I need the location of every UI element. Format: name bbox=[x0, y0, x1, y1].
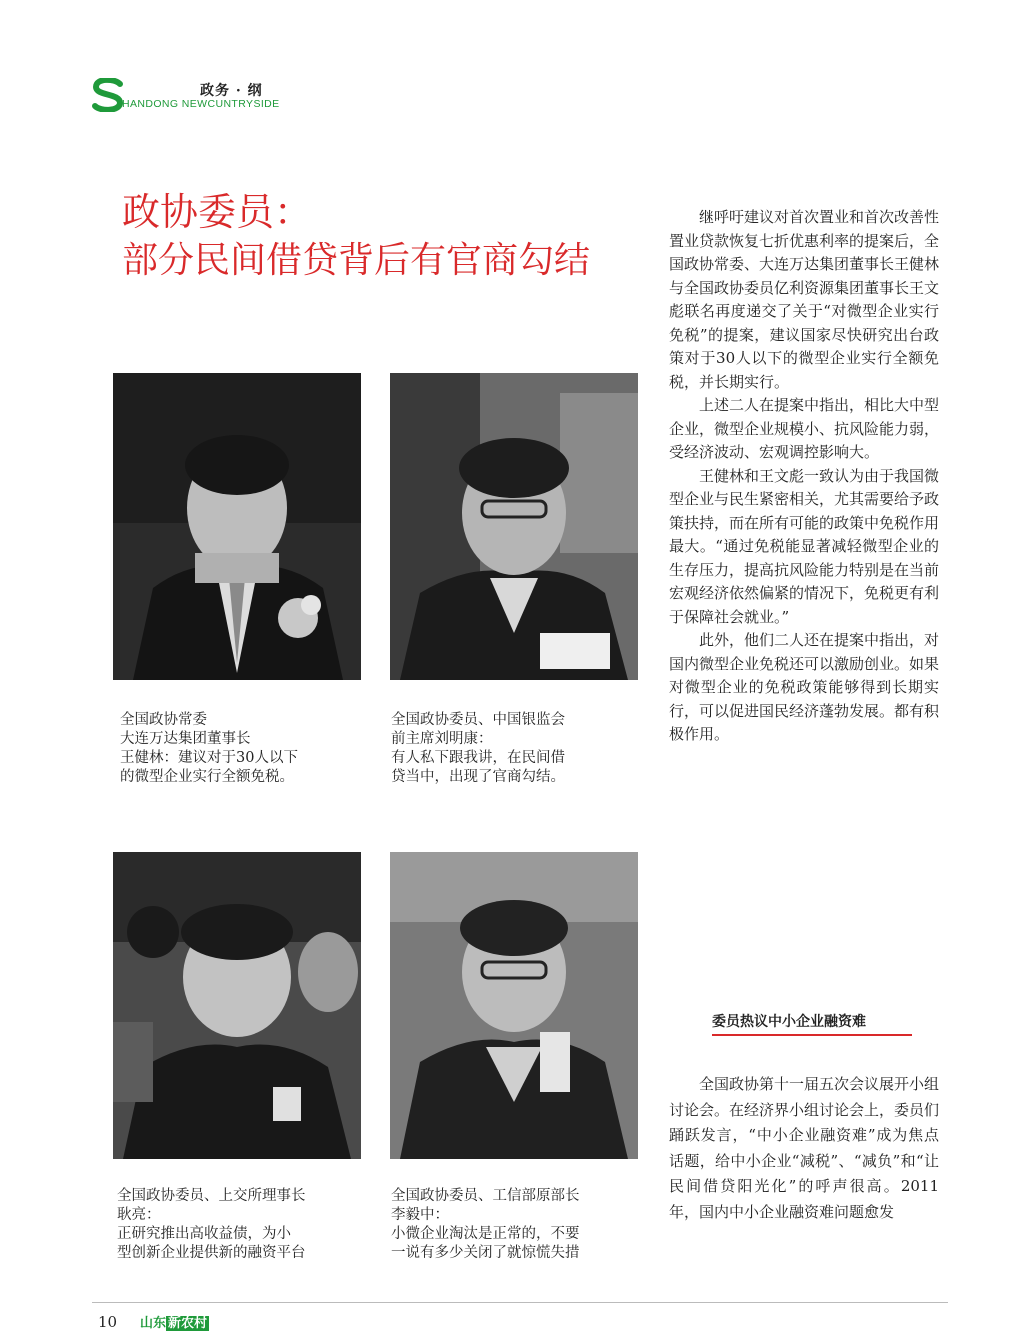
footer-brand-prefix: 山东 bbox=[140, 1316, 167, 1331]
photo-liu-mingkang bbox=[390, 373, 638, 680]
photo-wang-jianlin bbox=[113, 373, 361, 680]
headline bbox=[122, 188, 590, 286]
caption-line: 全国政协常委 bbox=[120, 712, 207, 728]
caption-line: 前主席刘明康： bbox=[391, 731, 493, 747]
article-subhead: 委员热议中小企业融资难 bbox=[712, 1014, 866, 1030]
subhead-underline bbox=[712, 1034, 912, 1036]
caption-line: 李毅中： bbox=[391, 1207, 449, 1223]
brand-subtitle: HANDONG NEWCUNTRYSIDE bbox=[122, 98, 280, 110]
article-paragraph: 上述二人在提案中指出，相比大中型企业，微型企业规模小、抗风险能力弱，受经济波动、宏观调控影响大。 bbox=[669, 396, 940, 461]
caption-4 bbox=[391, 1187, 580, 1263]
caption-line: 耿亮： bbox=[117, 1207, 161, 1223]
footer-divider bbox=[92, 1302, 948, 1303]
caption-3 bbox=[117, 1187, 306, 1263]
caption-line: 全国政协委员、工信部原部长 bbox=[391, 1188, 580, 1204]
footer-brand-boxed: 新农村 bbox=[168, 1316, 208, 1331]
caption-line: 全国政协委员、上交所理事长 bbox=[117, 1188, 306, 1204]
headline-line2: 部分民间借贷背后有官商勾结 bbox=[122, 240, 591, 281]
caption-line: 一说有多少关闭了就惊慌失措 bbox=[391, 1245, 580, 1261]
footer-brand bbox=[140, 1312, 209, 1331]
article-paragraph: 此外，他们二人还在提案中指出，对国内微型企业免税还可以激励创业。如果对微型企业的免税政策能够得到长期实行，可以促进国民经济蓬勃发展。都有积极作用。 bbox=[669, 631, 940, 743]
caption-line: 王健林：建议对于30人以下 bbox=[120, 750, 298, 766]
article-body bbox=[669, 206, 939, 747]
caption-line: 全国政协委员、中国银监会 bbox=[391, 712, 565, 728]
caption-line: 正研究推出高收益债，为小 bbox=[117, 1226, 291, 1242]
magazine-logo bbox=[92, 78, 292, 118]
article-paragraph: 全国政协第十一届五次会议展开小组讨论会。在经济界小组讨论会上，委员们踊跃发言，“中小企业融资难”成为焦点话题，给中小企业“减税”、“减负”和“让民间借贷阳光化”的呼声很高。2011年，国内中小企业融资难问题愈发 bbox=[669, 1075, 940, 1221]
photo-geng-liang bbox=[113, 852, 361, 1159]
caption-line: 贷当中，出现了官商勾结。 bbox=[391, 769, 565, 785]
caption-line: 小微企业淘汰是正常的，不要 bbox=[391, 1226, 580, 1242]
page-number: 10 bbox=[98, 1313, 118, 1331]
caption-line: 有人私下跟我讲，在民间借 bbox=[391, 750, 565, 766]
caption-line: 大连万达集团董事长 bbox=[120, 731, 251, 747]
article-body-2 bbox=[669, 1072, 939, 1225]
caption-line: 型创新企业提供新的融资平台 bbox=[117, 1245, 306, 1261]
caption-1 bbox=[120, 711, 298, 787]
caption-2 bbox=[391, 711, 565, 787]
photo-li-yizhong bbox=[390, 852, 638, 1159]
article-paragraph: 继呼吁建议对首次置业和首次改善性置业贷款恢复七折优惠利率的提案后，全国政协常委、大连万达集团董事长王健林与全国政协委员亿利资源集团董事长王文彪联名再度递交了关于“对微型企业实行免税”的提案，建议国家尽快研究出台政策对于30人以下的微型企业实行全额免税，并长期实行。 bbox=[669, 208, 940, 391]
section-title: 政务 · 纲 bbox=[200, 83, 263, 99]
caption-line: 的微型企业实行全额免税。 bbox=[120, 769, 294, 785]
brand-s-icon bbox=[92, 78, 124, 112]
headline-line1: 政协委员： bbox=[122, 190, 313, 234]
article-paragraph: 王健林和王文彪一致认为由于我国微型企业与民生紧密相关，尤其需要给予政策扶持，而在所有可能的政策中免税作用最大。“通过免税能显著减轻微型企业的生存压力，提高抗风险能力特别是在当前宏观经济依然偏紧的情况下，免税更有利于保障社会就业。” bbox=[669, 466, 940, 626]
